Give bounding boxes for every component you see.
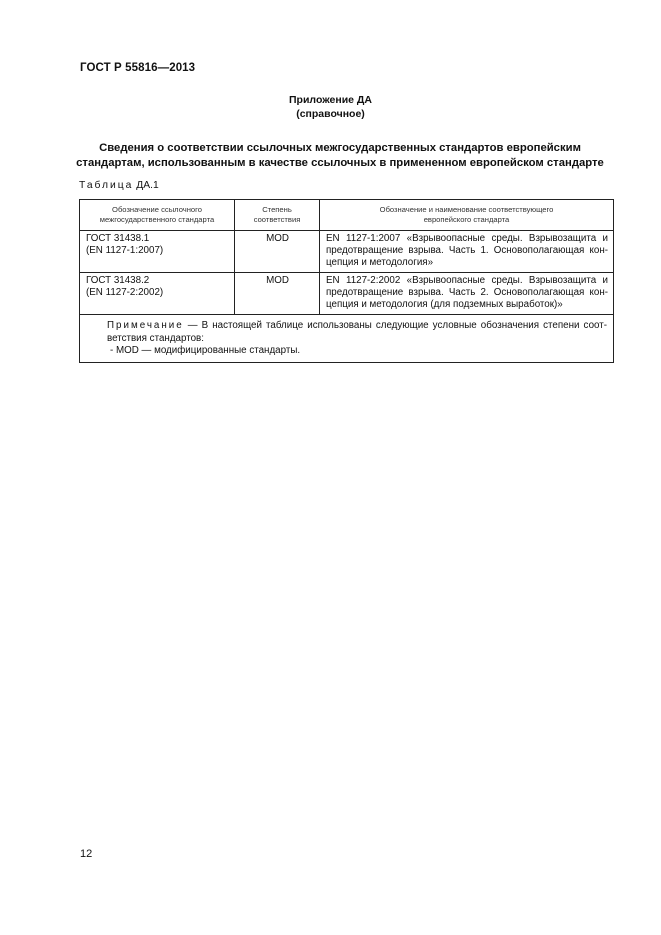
header-line: Обозначение и наименование соответствующего — [379, 205, 554, 214]
section-title-line-2: стандартам, использованным в качестве ссылочных в примененном европейском стандарте — [76, 156, 604, 169]
standard-equivalent: (EN 1127-2:2002) — [86, 287, 164, 298]
cell-standard — [80, 231, 235, 273]
note-body: — В настоящей таблице использованы следующие условные обозначения степени соот-ветствия стандартов: — [107, 320, 607, 344]
table-note — [80, 315, 614, 363]
table-header-row — [80, 200, 614, 231]
cell-european-standard: EN 1127-1:2007 «Взрывоопасные среды. Взрывозащита и предотвращение взрыва. Часть 1. Основополагающая кон-цепция и методология» — [320, 231, 614, 273]
table-row — [80, 273, 614, 315]
section-title — [60, 141, 620, 170]
standard-code: ГОСТ 31438.1 — [86, 233, 150, 244]
table-caption — [79, 180, 159, 191]
table-row — [80, 231, 614, 273]
note-item: - MOD — модифицированные стандарты. — [110, 345, 301, 356]
header-european-standard — [320, 200, 614, 231]
note-label: Примечание — [107, 320, 184, 331]
cell-degree: MOD — [235, 273, 320, 315]
standard-code: ГОСТ 31438.2 — [86, 275, 150, 286]
header-line: Обозначение ссылочного — [112, 205, 202, 214]
note-text — [86, 320, 607, 345]
page-number: 12 — [80, 848, 93, 860]
header-line: европейского стандарта — [423, 215, 510, 224]
header-line: соответствия — [253, 215, 301, 224]
section-title-line-1: Сведения о соответствии ссылочных межгосударственных стандартов европейским — [99, 142, 581, 154]
table-note-row — [80, 315, 614, 363]
cell-european-standard: EN 1127-2:2002 «Взрывоопасные среды. Взрывозащита и предотвращение взрыва. Часть 2. Основополагающая кон-цепция и методология (для подземных выработок)» — [320, 273, 614, 315]
document-code: ГОСТ Р 55816—2013 — [80, 62, 196, 74]
table-caption-number: ДА.1 — [136, 180, 159, 191]
annex-heading — [0, 93, 661, 121]
cell-degree: MOD — [235, 231, 320, 273]
standard-equivalent: (EN 1127-1:2007) — [86, 245, 164, 256]
header-reference-standard — [80, 200, 235, 231]
cell-standard — [80, 273, 235, 315]
header-line: межгосударственного стандарта — [99, 215, 215, 224]
table-caption-label: Таблица — [79, 180, 134, 191]
header-degree — [235, 200, 320, 231]
annex-title: Приложение ДА — [289, 94, 372, 106]
correspondence-table — [79, 199, 614, 363]
annex-subtitle: (справочное) — [296, 108, 365, 120]
header-line: Степень — [262, 205, 292, 214]
